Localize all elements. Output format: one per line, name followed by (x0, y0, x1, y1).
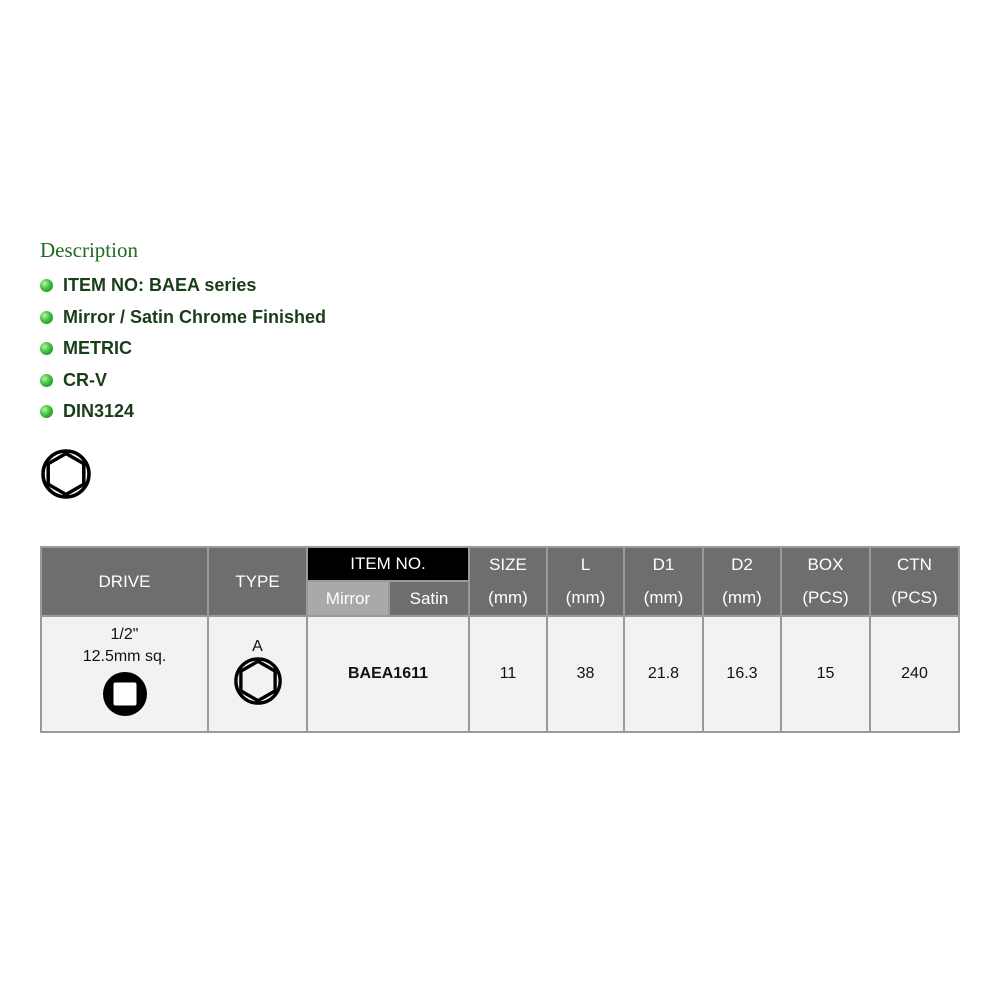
header-l (547, 547, 624, 616)
green-bullet-icon (40, 374, 53, 387)
header-type: TYPE (208, 547, 307, 616)
bullet-text: CR-V (63, 369, 107, 390)
header-satin: Satin (389, 581, 469, 616)
table-row (41, 616, 959, 732)
green-bullet-icon (40, 279, 53, 292)
bullet-text: Mirror / Satin Chrome Finished (63, 306, 327, 327)
cell-type (208, 616, 307, 732)
description-title: Description (40, 238, 138, 262)
cell-d1: 21.8 (624, 616, 703, 732)
header-size (469, 547, 547, 616)
square-drive-icon (101, 670, 149, 723)
header-mirror: Mirror (307, 581, 389, 616)
bullet-text: METRIC (63, 338, 132, 359)
bullet-item-no (40, 270, 326, 302)
header-ctn-unit: (PCS) (891, 588, 938, 607)
cell-d2: 16.3 (703, 616, 781, 732)
type-label: A (252, 637, 263, 655)
header-ctn (870, 547, 959, 616)
header-drive: DRIVE (41, 547, 208, 616)
cell-box: 15 (781, 616, 870, 732)
header-size-unit: (mm) (488, 588, 528, 607)
header-d1-label: D1 (652, 555, 675, 574)
header-l-unit: (mm) (565, 588, 606, 607)
header-item-no: ITEM NO. (307, 547, 469, 581)
header-d2 (703, 547, 781, 616)
header-l-label: L (580, 555, 591, 574)
bullet-text: DIN3124 (63, 401, 135, 422)
header-box-unit: (PCS) (802, 588, 849, 607)
header-box (781, 547, 870, 616)
cell-drive (41, 616, 208, 732)
cell-ctn: 240 (870, 616, 959, 732)
hexagon-icon (233, 656, 283, 711)
header-d2-label: D2 (731, 555, 753, 574)
drive-metric: 12.5mm sq. (82, 647, 167, 665)
header-ctn-label: CTN (897, 555, 932, 574)
green-bullet-icon (40, 311, 53, 324)
header-size-label: SIZE (489, 555, 527, 574)
header-box-label: BOX (807, 555, 844, 574)
green-bullet-icon (40, 405, 53, 418)
bullet-standard (40, 396, 326, 428)
header-d2-unit: (mm) (722, 588, 762, 607)
bullet-metric (40, 333, 326, 365)
spec-table (40, 546, 960, 733)
cell-size: 11 (469, 616, 547, 732)
bullet-material (40, 365, 326, 397)
hexagon-icon (40, 448, 92, 505)
description-bullet-list (40, 270, 326, 428)
bullet-finish (40, 302, 326, 334)
cell-item-no: BAEA1611 (307, 616, 469, 732)
header-d1-unit: (mm) (643, 588, 684, 607)
bullet-text: ITEM NO: BAEA series (63, 275, 257, 296)
drive-fraction: 1/2" (110, 625, 139, 643)
header-d1 (624, 547, 703, 616)
green-bullet-icon (40, 342, 53, 355)
cell-l: 38 (547, 616, 624, 732)
